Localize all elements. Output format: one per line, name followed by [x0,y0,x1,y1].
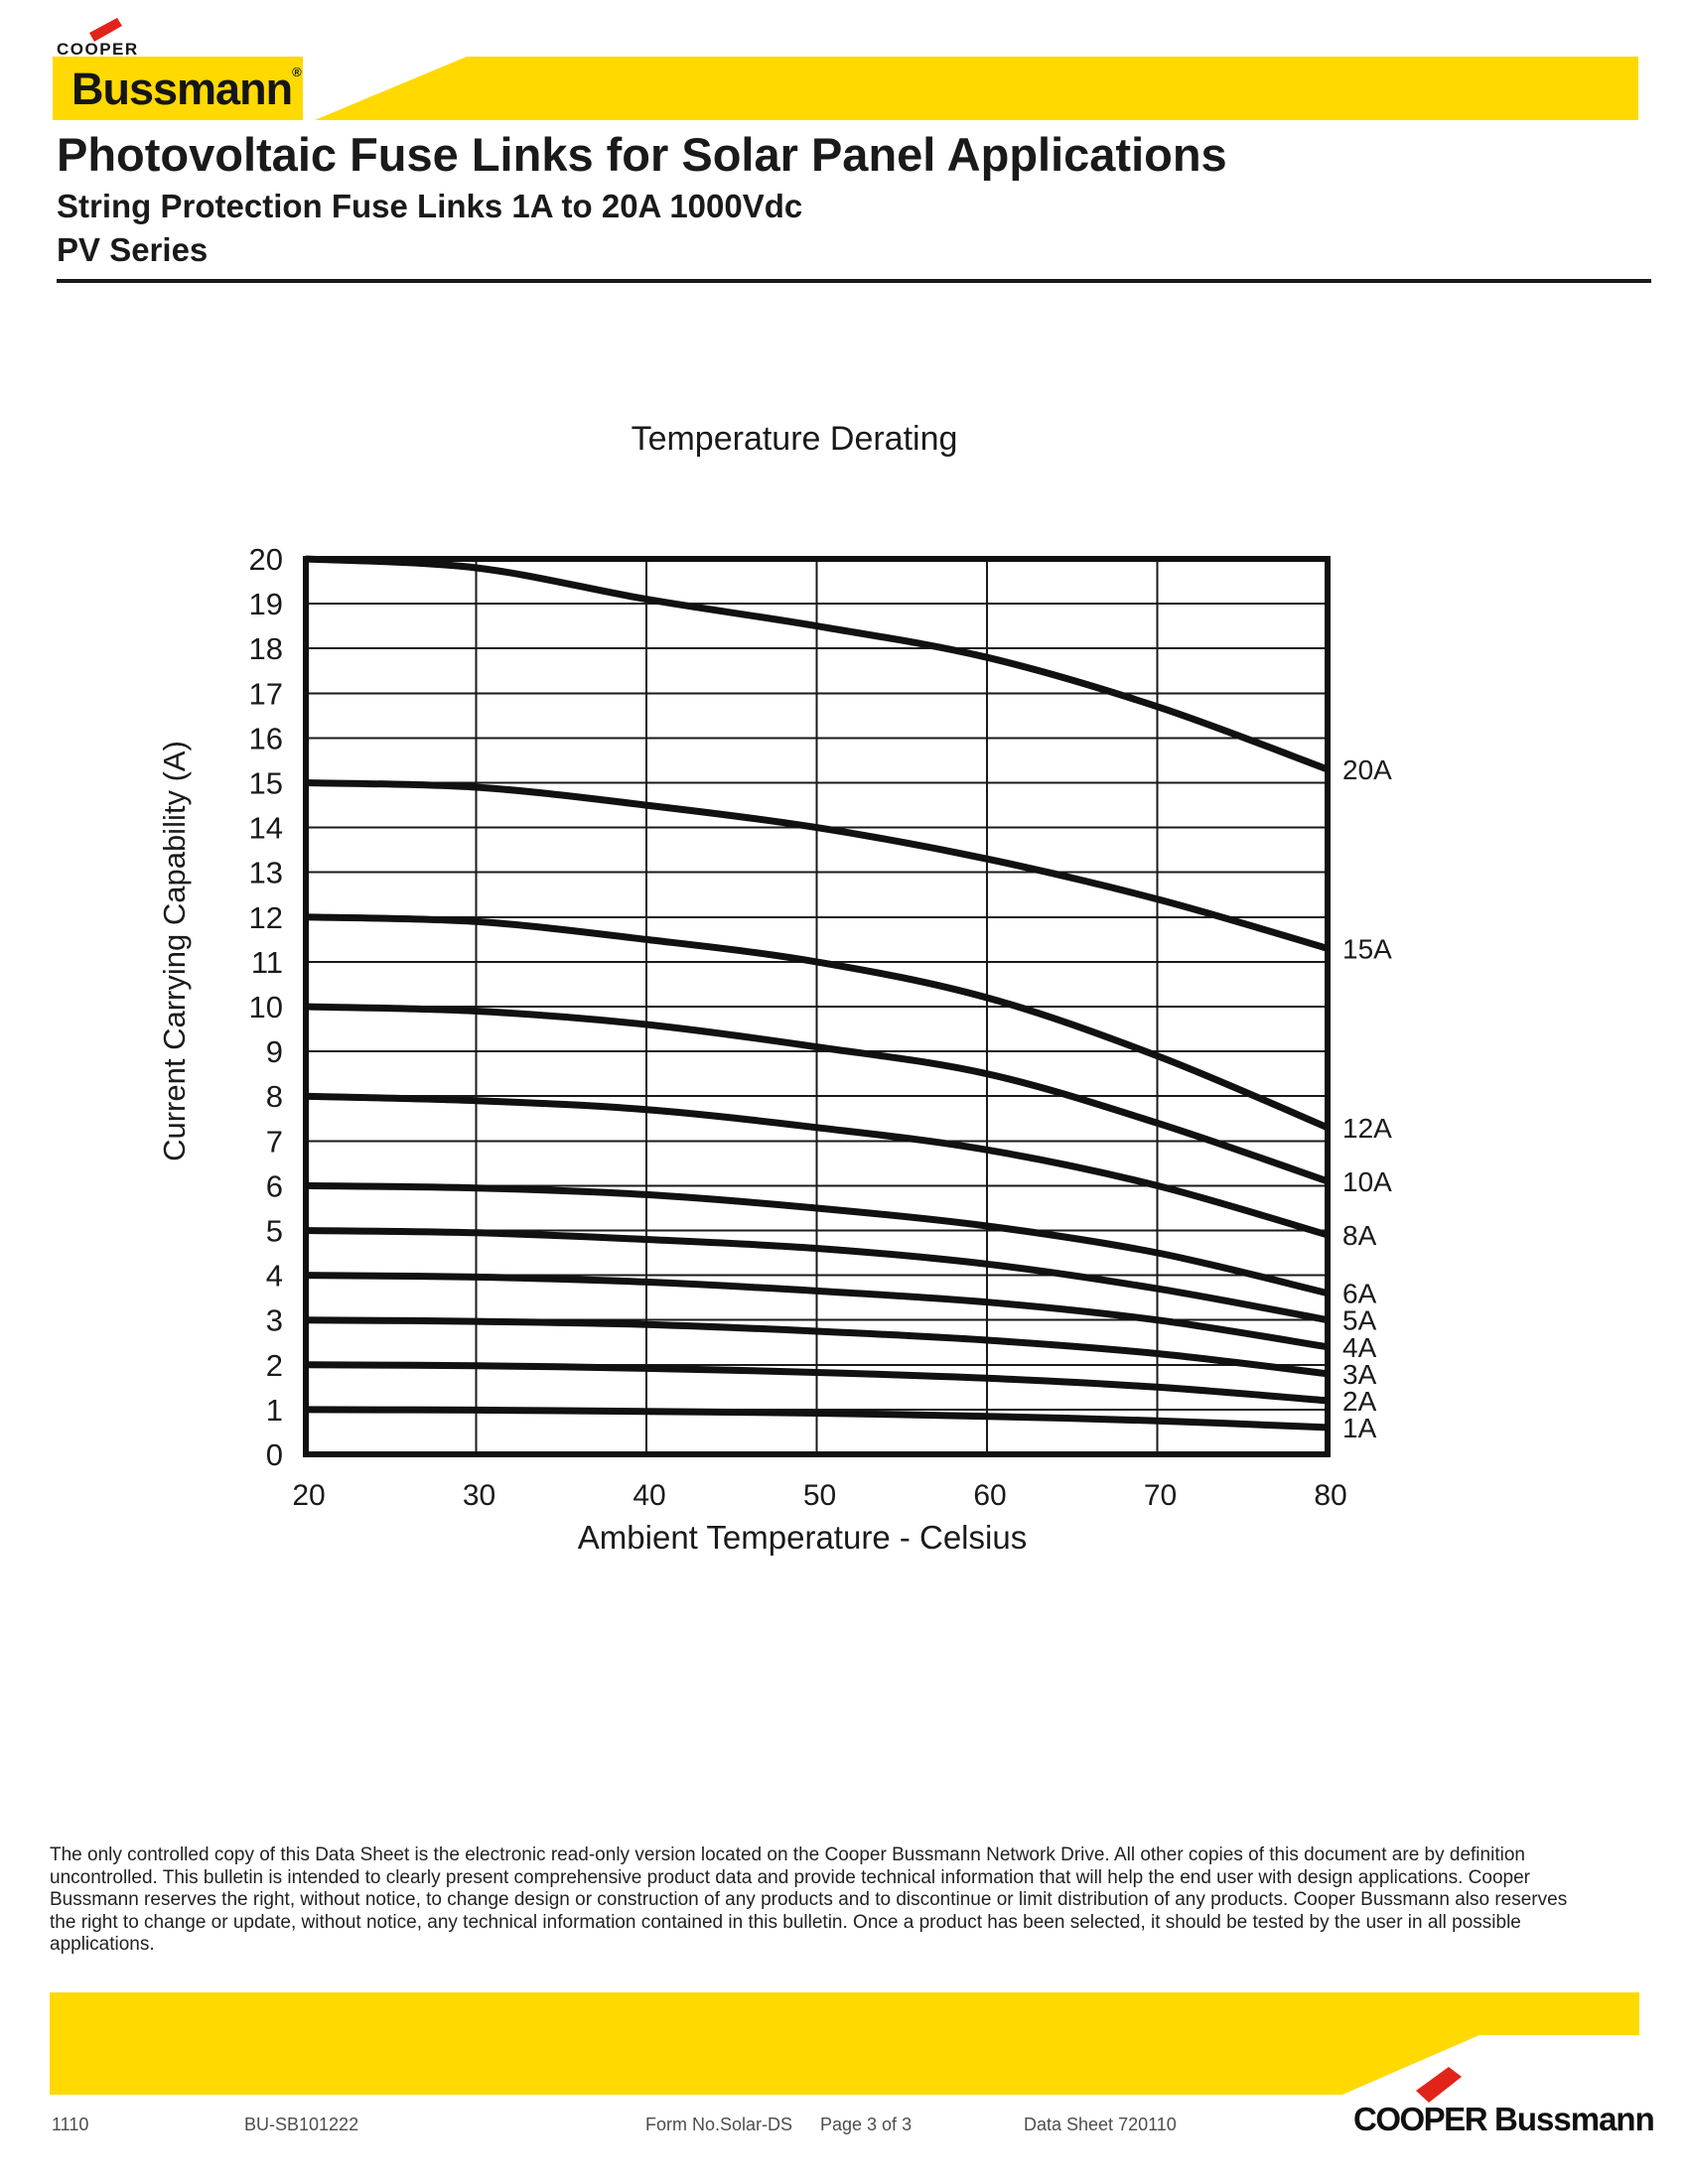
y-tick-label: 12 [248,899,283,935]
y-tick-label: 8 [265,1079,283,1115]
series-label-3A: 3A [1342,1358,1377,1390]
series-label-1A: 1A [1342,1412,1377,1443]
y-tick-label: 13 [248,855,283,890]
chart-title: Temperature Derating [631,420,958,458]
y-tick-label: 2 [265,1347,283,1383]
y-tick-label: 19 [248,587,283,622]
footer-data-sheet: Data Sheet 720110 [1024,2115,1177,2134]
series-label-5A: 5A [1342,1304,1377,1336]
y-axis-title: Current Carrying Capability (A) [157,741,192,1161]
bussmann-wordmark-text: Bussmann [71,64,293,114]
footer-doc-code: BU-SB101222 [244,2115,359,2134]
y-tick-label: 14 [248,810,283,846]
footer-page-number: Page 3 of 3 [820,2115,913,2134]
y-tick-label: 6 [265,1168,283,1204]
y-tick-label: 0 [265,1437,283,1472]
series-label-20A: 20A [1342,753,1392,785]
disclaimer-text: The only controlled copy of this Data Sheet is the electronic read-only version located on the Cooper Bussmann Network Drive. All other copies of this document are by definition uncontrolled. This bulletin is intended to clearly present comprehensive product data and provide technical information that will help the end user with design applications. Cooper Bussmann reserves the right, without notice, to change design or construction of any products and to discontinue or limit distribution of any products. Cooper Bussmann also reserves the right to change or update, without notice, any technical information contained in this bulletin. Once a product has been selected, it should be tested by the user in all possible applications. [50,1844,1568,1955]
y-tick-label: 9 [265,1034,283,1070]
x-tick-label: 70 [1143,1479,1178,1512]
y-tick-label: 5 [265,1213,283,1249]
x-tick-label: 50 [802,1479,837,1512]
x-tick-label: 30 [462,1479,496,1512]
y-tick-label: 10 [248,990,283,1024]
series-label-6A: 6A [1342,1278,1377,1309]
y-tick-label: 1 [265,1392,283,1428]
series-label-15A: 15A [1342,933,1392,965]
footer-date-code: 1110 [52,2115,89,2134]
cooper-logo-text: COOPER [1353,2101,1487,2137]
series-label-12A: 12A [1342,1112,1392,1144]
y-tick-label: 11 [250,944,283,980]
x-tick-label: 20 [292,1479,326,1512]
x-tick-label: 40 [633,1479,666,1512]
y-tick-label: 20 [248,542,283,577]
y-tick-label: 4 [265,1258,283,1294]
page-subtitle: String Protection Fuse Links 1A to 20A 1000Vdc [57,188,803,224]
y-tick-label: 18 [248,631,283,667]
registered-mark: ® [292,65,302,79]
x-tick-label: 60 [973,1479,1007,1512]
x-tick-label: 80 [1314,1479,1347,1512]
footer-form-no: Form No.Solar-DS [645,2115,793,2134]
cooper-bussmann-logo [1353,2101,1654,2138]
cooper-wordmark: COOPER [57,40,139,59]
series-label-2A: 2A [1342,1385,1377,1417]
product-series: PV Series [57,231,209,268]
y-tick-label: 3 [265,1302,283,1338]
series-label-8A: 8A [1342,1220,1377,1252]
bussmann-logo-text: Bussmann [1494,2101,1654,2137]
series-label-4A: 4A [1342,1331,1377,1363]
y-tick-label: 7 [265,1124,283,1160]
page-title: Photovoltaic Fuse Links for Solar Panel Applications [57,128,1227,181]
y-tick-label: 15 [248,765,283,801]
x-axis-title: Ambient Temperature - Celsius [577,1519,1028,1556]
y-tick-label: 16 [248,721,283,756]
y-tick-label: 17 [248,676,283,712]
series-label-10A: 10A [1342,1165,1392,1197]
